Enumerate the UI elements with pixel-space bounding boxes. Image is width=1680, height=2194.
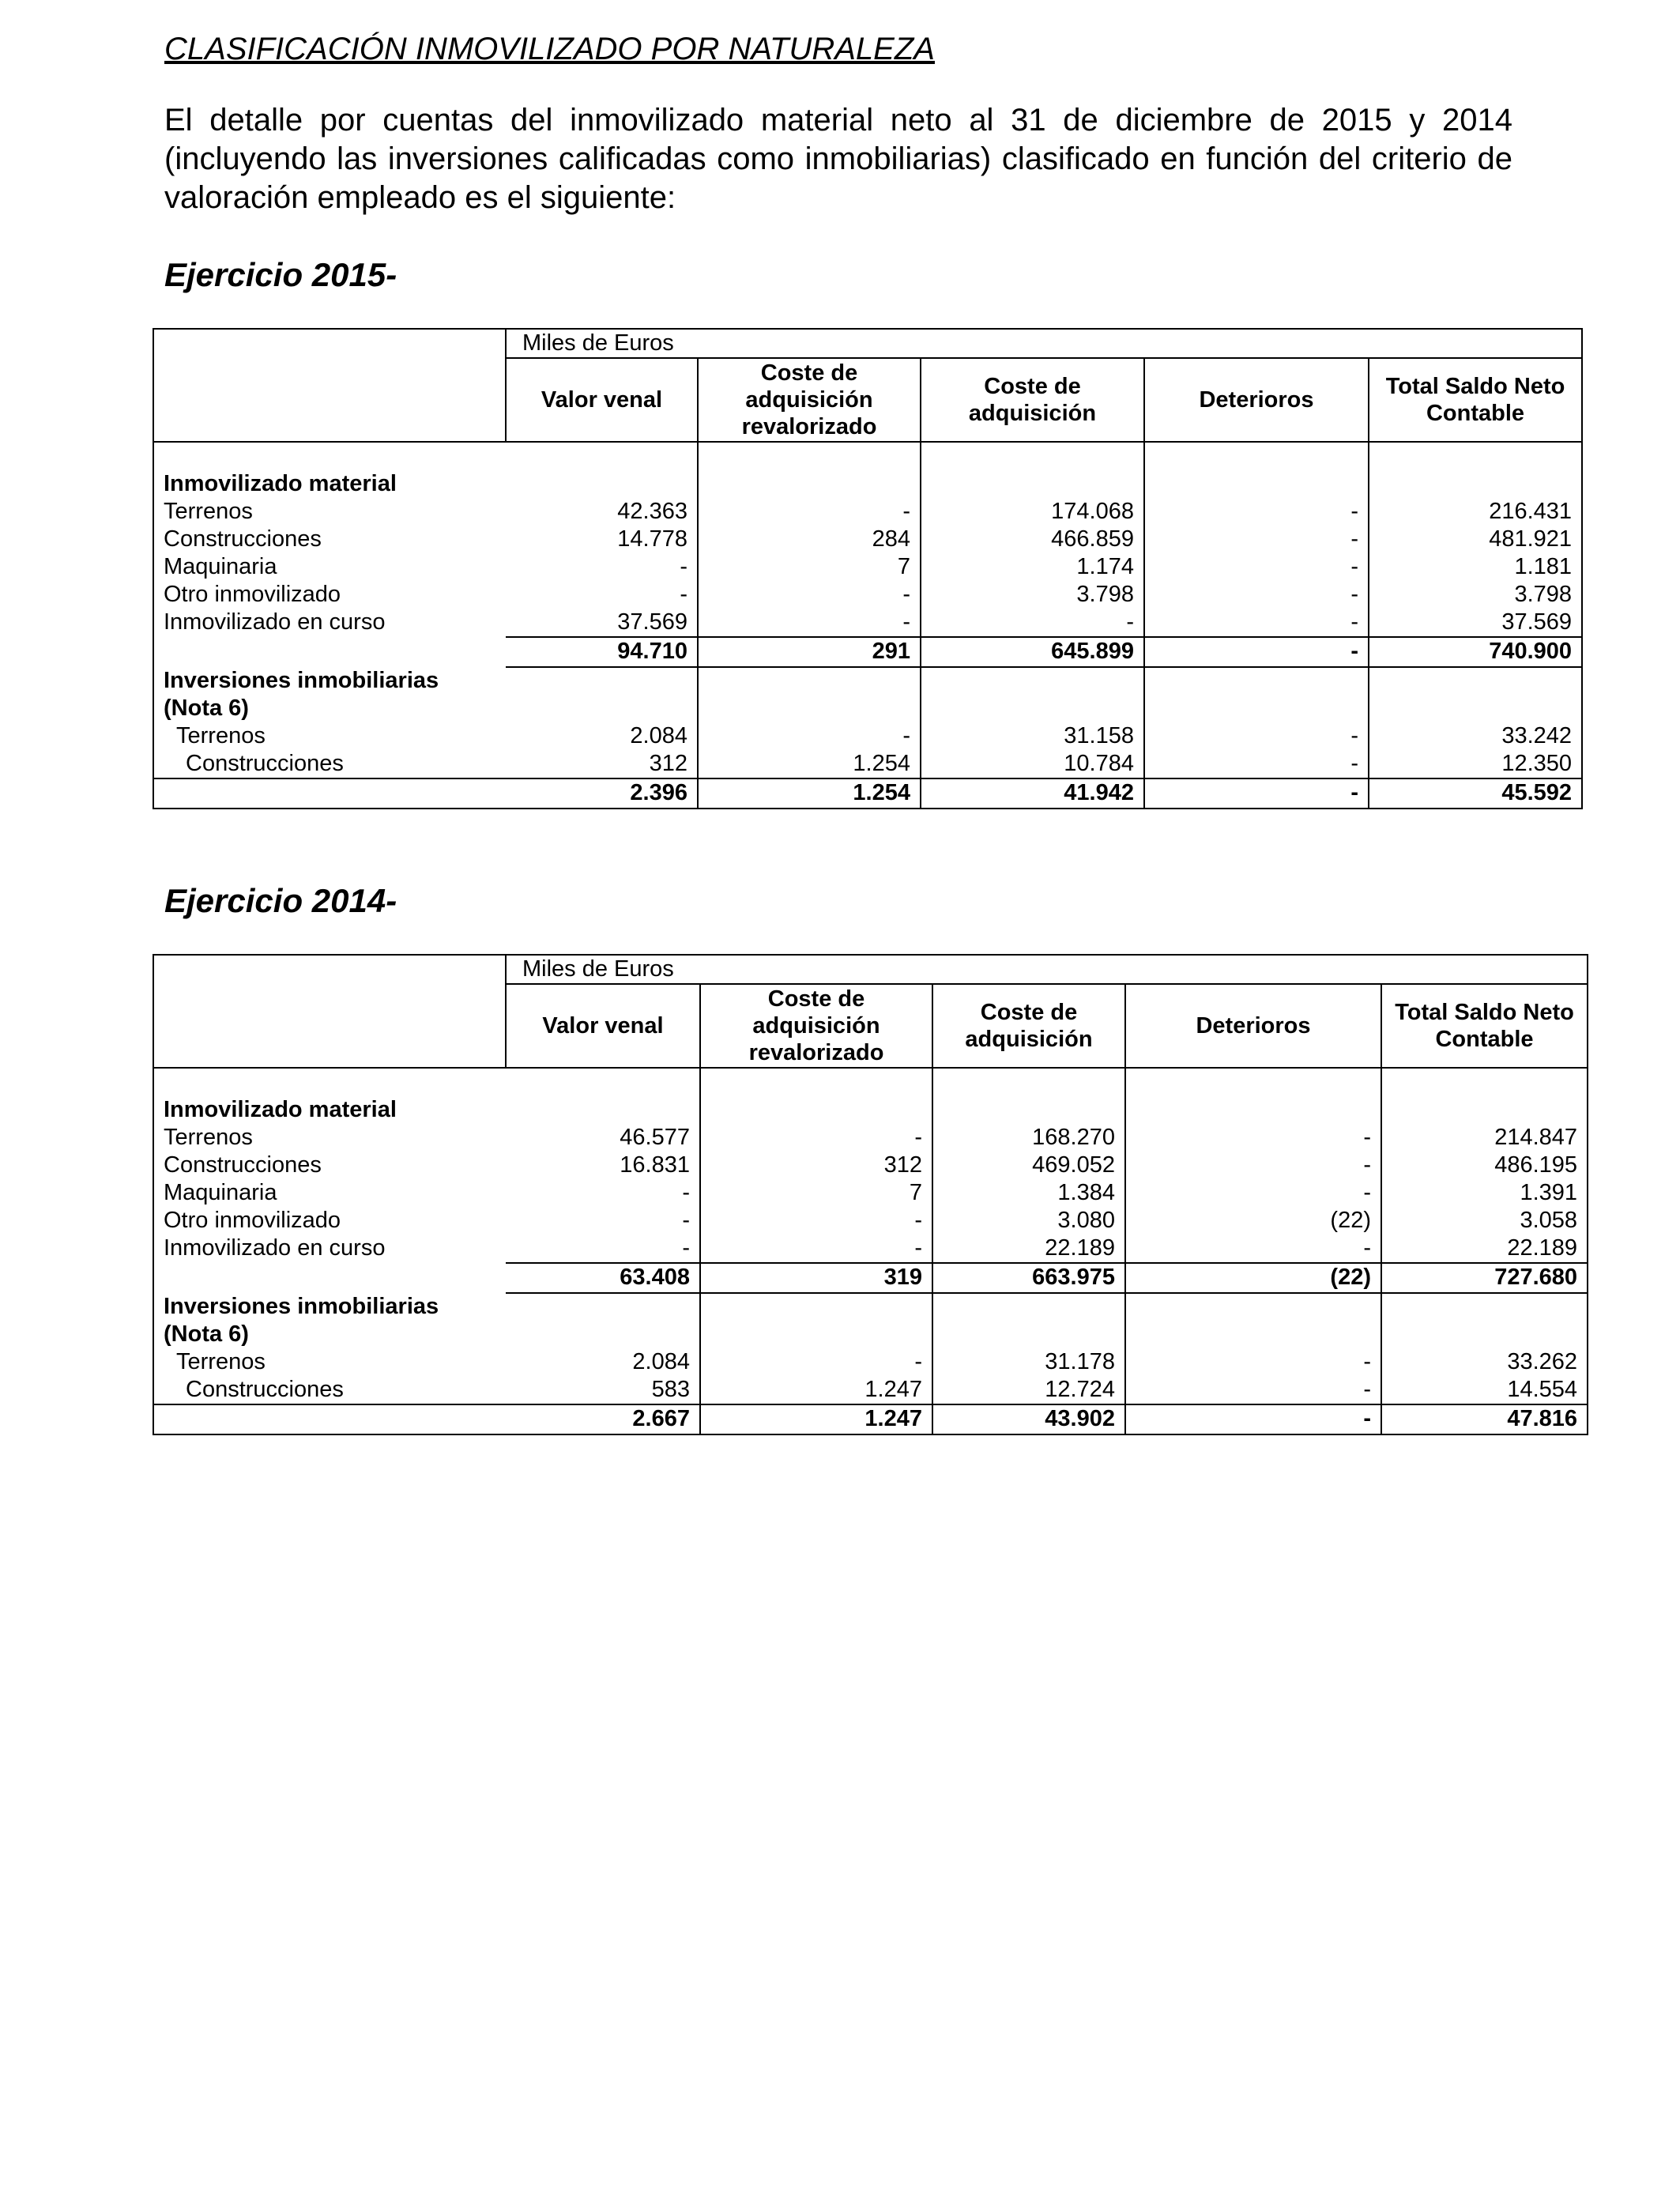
table-row [153,722,1582,750]
intro-paragraph: El detalle por cuentas del inmovilizado material neto al 31 de diciembre de 2015 y 2014 (incluyendo las inversiones calificadas como inmobiliarias) clasificado en función del criterio de valoración empleado es el siguiente: [164,103,1512,215]
table-row [153,1152,1588,1179]
label-cell-empty [153,778,506,809]
table-row [153,1376,1588,1404]
table-cell: 46.577 [506,1124,700,1152]
table-cell-empty [506,1293,700,1321]
table-cell: 319 [700,1263,932,1293]
table-cell-empty [700,1293,932,1321]
label-cell-empty [153,1404,506,1434]
table-cell: - [1144,609,1369,637]
subtotal-row [153,778,1582,809]
row-label: Terrenos [153,722,506,750]
table-cell: 1.391 [1381,1179,1588,1207]
section-title-row [153,1096,1588,1124]
table-cell-empty [1369,695,1582,722]
table-cell: 2.084 [506,722,698,750]
table-cell: - [700,1348,932,1376]
table-cell-empty [506,442,698,470]
table-cell: 663.975 [932,1263,1125,1293]
table-cell-empty [506,667,698,695]
table-cell: - [1125,1376,1381,1404]
table-cell: 1.247 [700,1404,932,1434]
table-cell-empty [698,695,921,722]
row-label: Construcciones [153,750,506,778]
table-cell-empty [506,470,698,498]
table-cell-empty [698,470,921,498]
table-cell: 16.831 [506,1152,700,1179]
table-cell-empty [1125,1321,1381,1348]
table-cell: 740.900 [1369,637,1582,667]
subtotal-row [153,1404,1588,1434]
row-label: Construcciones [153,1152,506,1179]
table-cell: - [1125,1235,1381,1263]
table-cell: - [700,1235,932,1263]
table-cell: - [1125,1124,1381,1152]
table-cell: - [698,498,921,526]
table-cell: - [1144,637,1369,667]
table-row [153,1235,1588,1263]
table-cell: - [698,722,921,750]
table-cell-empty [506,1096,700,1124]
table-cell: - [506,581,698,609]
section-title-row [153,470,1582,498]
table-cell-empty [698,442,921,470]
section-title-row [153,667,1582,695]
table-cell-empty [1369,470,1582,498]
table-row [153,1179,1588,1207]
table-cell: - [506,1235,700,1263]
table-cell: (22) [1125,1263,1381,1293]
section-title: Inversiones inmobiliarias [153,1293,506,1321]
table-cell-empty [1381,1096,1588,1124]
table-cell: 31.158 [921,722,1144,750]
table-cell-empty [1144,695,1369,722]
column-header: Deterioros [1125,984,1381,1068]
table-cell: - [1144,498,1369,526]
section-note: (Nota 6) [153,1321,506,1348]
table-cell-empty [921,667,1144,695]
table-cell: 3.798 [921,581,1144,609]
table-cell-empty [506,1321,700,1348]
table-cell-empty [1381,1293,1588,1321]
table-cell: - [1144,526,1369,553]
row-label: Inmovilizado en curso [153,1235,506,1263]
table-cell-empty [1369,442,1582,470]
table-cell: 33.242 [1369,722,1582,750]
table-cell: - [1144,581,1369,609]
table-cell: 43.902 [932,1404,1125,1434]
table-cell: 466.859 [921,526,1144,553]
table-row [153,581,1582,609]
table-cell: 1.254 [698,778,921,809]
label-cell-empty [153,1263,506,1293]
section-title: Inmovilizado material [153,1096,506,1124]
document-heading: CLASIFICACIÓN INMOVILIZADO POR NATURALEZA [164,32,935,66]
section-title-row [153,1293,1588,1321]
column-header: Total Saldo Neto Contable [1381,984,1588,1068]
table-cell: - [506,1207,700,1235]
header-empty-cell [153,329,506,442]
table-cell: 12.724 [932,1376,1125,1404]
table-cell: 1.174 [921,553,1144,581]
table-cell: 727.680 [1381,1263,1588,1293]
table-cell-empty [921,695,1144,722]
table-row [153,1348,1588,1376]
table-cell: - [698,581,921,609]
table-cell: 37.569 [1369,609,1582,637]
table-cell: 47.816 [1381,1404,1588,1434]
section-title: Inversiones inmobiliarias [153,667,506,695]
table-cell-empty [921,442,1144,470]
row-label: Maquinaria [153,1179,506,1207]
table-2015 [153,328,1583,809]
table-cell: - [700,1124,932,1152]
table-cell: 94.710 [506,637,698,667]
table-cell: 284 [698,526,921,553]
table-row [153,1124,1588,1152]
table-row [153,553,1582,581]
table-cell: - [1144,778,1369,809]
section-title-row [153,1321,1588,1348]
table-cell: 7 [700,1179,932,1207]
column-header: Deterioros [1144,358,1369,442]
row-label: Construcciones [153,1376,506,1404]
table-cell-empty [1125,1096,1381,1124]
table-cell-empty [1144,470,1369,498]
table-row [153,609,1582,637]
table-cell-empty [1125,1068,1381,1096]
table-cell: 1.247 [700,1376,932,1404]
table-cell: 481.921 [1369,526,1582,553]
table-cell-empty [506,1068,700,1096]
table-cell: 41.942 [921,778,1144,809]
table-cell: 469.052 [932,1152,1125,1179]
column-header: Total Saldo Neto Contable [1369,358,1582,442]
header-units-row [153,955,1588,984]
table-cell: 14.778 [506,526,698,553]
row-label: Maquinaria [153,553,506,581]
header-empty-cell [153,955,506,1068]
table-cell: 168.270 [932,1124,1125,1152]
subtotal-row [153,637,1582,667]
column-header: Coste de adquisición revalorizado [698,358,921,442]
table-row [153,526,1582,553]
header-units-row [153,329,1582,358]
table-cell: 486.195 [1381,1152,1588,1179]
table-cell: - [698,609,921,637]
table-cell-empty [932,1293,1125,1321]
table-row [153,1207,1588,1235]
table-cell: 63.408 [506,1263,700,1293]
table-cell: - [1144,553,1369,581]
table-cell: 291 [698,637,921,667]
table-cell: - [506,553,698,581]
table-cell: - [1125,1348,1381,1376]
table-cell: 2.667 [506,1404,700,1434]
table-cell-empty [700,1321,932,1348]
table-cell-empty [921,470,1144,498]
table-cell: 1.254 [698,750,921,778]
spacer-row [153,442,1582,470]
row-label: Otro inmovilizado [153,581,506,609]
table-cell: 312 [700,1152,932,1179]
table-cell-empty [932,1096,1125,1124]
table-cell-empty [700,1096,932,1124]
table-cell: 33.262 [1381,1348,1588,1376]
row-label: Otro inmovilizado [153,1207,506,1235]
table-cell: 7 [698,553,921,581]
table-cell-empty [1144,442,1369,470]
table-cell-empty [1369,667,1582,695]
units-label: Miles de Euros [506,955,1588,984]
table-cell: 12.350 [1369,750,1582,778]
table-cell-empty [506,695,698,722]
table-cell-empty [932,1068,1125,1096]
label-cell-empty [153,637,506,667]
table-2014 [153,954,1588,1435]
table-cell: 216.431 [1369,498,1582,526]
table-cell: 37.569 [506,609,698,637]
table-cell: 214.847 [1381,1124,1588,1152]
table-cell: 3.058 [1381,1207,1588,1235]
row-label: Terrenos [153,498,506,526]
table-cell: 174.068 [921,498,1144,526]
table-cell: - [1144,750,1369,778]
column-header: Coste de adquisición [932,984,1125,1068]
table-cell-empty [698,667,921,695]
table-cell: - [700,1207,932,1235]
row-label: Inmovilizado en curso [153,609,506,637]
spacer-row [153,1068,1588,1096]
section-title: Inmovilizado material [153,470,506,498]
table-cell: 645.899 [921,637,1144,667]
label-cell-empty [153,1068,506,1096]
row-label: Construcciones [153,526,506,553]
table-cell: 2.084 [506,1348,700,1376]
table-cell: - [1144,722,1369,750]
table-row [153,498,1582,526]
table-cell: 312 [506,750,698,778]
table-cell: - [1125,1404,1381,1434]
table-cell: 3.080 [932,1207,1125,1235]
table-cell-empty [1381,1321,1588,1348]
column-header: Coste de adquisición [921,358,1144,442]
table-cell-empty [700,1068,932,1096]
row-label: Terrenos [153,1348,506,1376]
table-title-2014: Ejercicio 2014- [164,882,397,919]
table-cell: 2.396 [506,778,698,809]
table-cell-empty [1144,667,1369,695]
table-cell-empty [1381,1068,1588,1096]
table-cell-empty [932,1321,1125,1348]
table-cell: 10.784 [921,750,1144,778]
table-cell: - [1125,1179,1381,1207]
section-title-row [153,695,1582,722]
units-label: Miles de Euros [506,329,1582,358]
table-cell: - [921,609,1144,637]
column-header: Valor venal [506,358,698,442]
table-cell: 45.592 [1369,778,1582,809]
table-cell: 22.189 [932,1235,1125,1263]
table-cell: 1.181 [1369,553,1582,581]
table-cell: 31.178 [932,1348,1125,1376]
table-cell: - [506,1179,700,1207]
table-cell: 1.384 [932,1179,1125,1207]
table-cell-empty [1125,1293,1381,1321]
subtotal-row [153,1263,1588,1293]
table-cell: 22.189 [1381,1235,1588,1263]
column-header: Coste de adquisición revalorizado [700,984,932,1068]
table-cell: 42.363 [506,498,698,526]
row-label: Terrenos [153,1124,506,1152]
table-row [153,750,1582,778]
section-note: (Nota 6) [153,695,506,722]
label-cell-empty [153,442,506,470]
table-cell: (22) [1125,1207,1381,1235]
column-header: Valor venal [506,984,700,1068]
table-cell: - [1125,1152,1381,1179]
table-cell: 583 [506,1376,700,1404]
table-cell: 3.798 [1369,581,1582,609]
table-title-2015: Ejercicio 2015- [164,256,397,293]
table-cell: 14.554 [1381,1376,1588,1404]
